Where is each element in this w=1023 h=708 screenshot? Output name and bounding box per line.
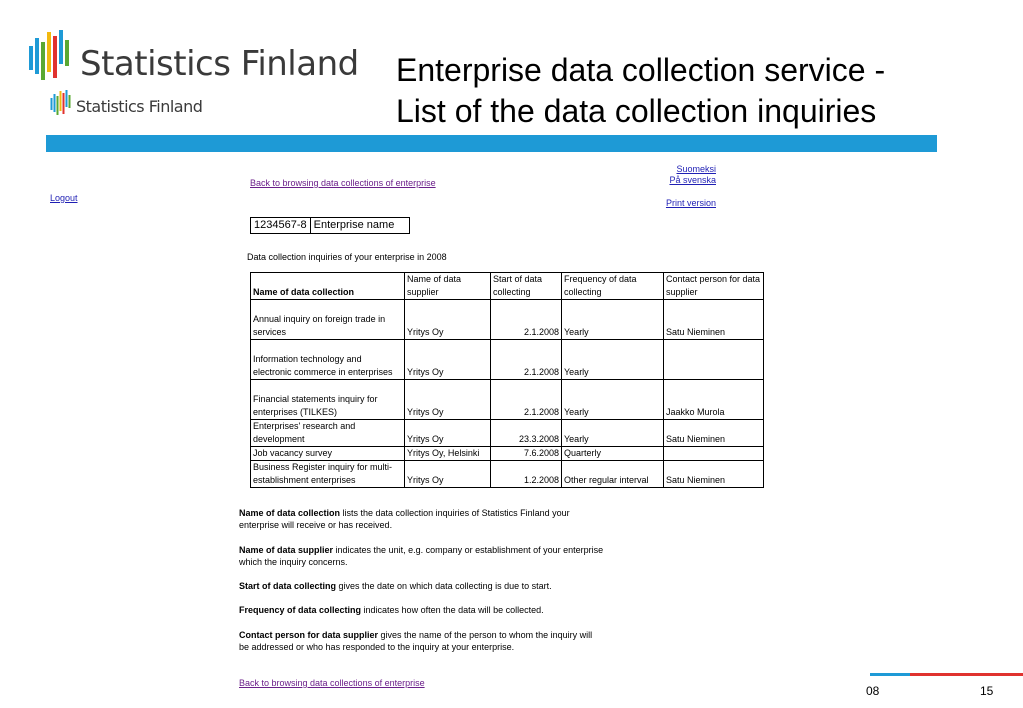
statistics-finland-logo-icon bbox=[28, 30, 72, 82]
inquiries-table bbox=[250, 272, 764, 488]
table-cell: Job vacancy survey bbox=[251, 447, 405, 461]
definition-contact-person bbox=[239, 629, 604, 653]
logout-link[interactable]: Logout bbox=[50, 193, 78, 203]
table-cell: Yritys Oy bbox=[405, 420, 491, 447]
table-cell: Yritys Oy bbox=[405, 300, 491, 340]
definition-term: Name of data collection bbox=[239, 508, 341, 518]
table-cell: Satu Nieminen bbox=[664, 461, 764, 488]
title-line-2: List of the data collection inquiries bbox=[396, 93, 877, 129]
table-cell: Satu Nieminen bbox=[664, 420, 764, 447]
table-cell: 2.1.2008 bbox=[491, 300, 562, 340]
table-row bbox=[251, 380, 764, 420]
table-cell: Yearly bbox=[562, 420, 664, 447]
page-number: 15 bbox=[980, 684, 994, 698]
title-line-1: Enterprise data collection service - bbox=[396, 52, 886, 88]
back-to-browsing-link-bottom[interactable]: Back to browsing data collections of enterprise bbox=[239, 678, 425, 688]
table-cell: Yearly bbox=[562, 380, 664, 420]
definition-start-of-collecting bbox=[239, 580, 604, 592]
column-header: Frequency of data collecting bbox=[562, 273, 664, 300]
statistics-finland-logo-small-icon bbox=[50, 90, 72, 116]
definition-term: Frequency of data collecting bbox=[239, 605, 362, 615]
table-cell: Yritys Oy bbox=[405, 340, 491, 380]
enterprise-name: Enterprise name bbox=[313, 219, 395, 231]
table-row bbox=[251, 420, 764, 447]
table-cell: Yritys Oy bbox=[405, 380, 491, 420]
footer-line-red bbox=[910, 673, 1023, 676]
definition-name-of-supplier bbox=[239, 544, 604, 568]
table-cell: Annual inquiry on foreign trade in services bbox=[251, 300, 405, 340]
table-cell bbox=[664, 340, 764, 380]
table-cell: Other regular interval bbox=[562, 461, 664, 488]
table-cell: Financial statements inquiry for enterprises (TILKES) bbox=[251, 380, 405, 420]
enterprise-id: 1234567-8 bbox=[251, 218, 311, 233]
table-cell: Information technology and electronic commerce in enterprises bbox=[251, 340, 405, 380]
definition-frequency bbox=[239, 604, 604, 616]
table-row bbox=[251, 447, 764, 461]
table-cell: Jaakko Murola bbox=[664, 380, 764, 420]
definition-text: gives the date on which data collecting is due to start. bbox=[336, 581, 552, 591]
logo-wordmark: Statistics Finland bbox=[80, 44, 359, 84]
statistics-finland-logo bbox=[28, 30, 359, 82]
enterprise-info-box bbox=[250, 217, 410, 234]
definition-text: gives the name of the person to whom the inquiry will be addressed or who has responded to the inquiry at your enterprise. bbox=[239, 630, 593, 652]
language-finnish-link[interactable]: Suomeksi bbox=[676, 164, 716, 174]
definition-term: Contact person for data supplier bbox=[239, 630, 379, 640]
footer-date-fragment: 08 bbox=[866, 684, 880, 698]
table-cell: 1.2.2008 bbox=[491, 461, 562, 488]
table-header-row bbox=[251, 273, 764, 300]
column-header: Start of data collecting bbox=[491, 273, 562, 300]
back-to-browsing-link[interactable]: Back to browsing data collections of enterprise bbox=[250, 178, 436, 188]
table-cell: Yritys Oy bbox=[405, 461, 491, 488]
table-row bbox=[251, 340, 764, 380]
table-cell: 23.3.2008 bbox=[491, 420, 562, 447]
definition-text: lists the data collection inquiries of Statistics Finland your enterprise will receive or has received. bbox=[239, 508, 570, 530]
definition-name-of-collection bbox=[239, 507, 604, 531]
table-cell: Yearly bbox=[562, 340, 664, 380]
print-version-link[interactable]: Print version bbox=[665, 198, 716, 208]
table-cell bbox=[664, 447, 764, 461]
table-cell: Quarterly bbox=[562, 447, 664, 461]
table-cell: Satu Nieminen bbox=[664, 300, 764, 340]
statistics-finland-logo-small bbox=[50, 90, 202, 116]
table-cell: Business Register inquiry for multi-establishment enterprises bbox=[251, 461, 405, 488]
header-divider-bar bbox=[46, 135, 937, 152]
table-cell: 7.6.2008 bbox=[491, 447, 562, 461]
table-cell: 2.1.2008 bbox=[491, 340, 562, 380]
table-cell: Yritys Oy, Helsinki bbox=[405, 447, 491, 461]
slide-title bbox=[396, 50, 996, 132]
definition-text: indicates how often the data will be collected. bbox=[361, 605, 544, 615]
definition-term: Start of data collecting bbox=[239, 581, 337, 591]
column-header: Name of data supplier bbox=[405, 273, 491, 300]
column-header: Contact person for data supplier bbox=[664, 273, 764, 300]
table-cell: Enterprises' research and development bbox=[251, 420, 405, 447]
language-swedish-link[interactable]: På svenska bbox=[669, 175, 716, 185]
table-row bbox=[251, 461, 764, 488]
table-cell: Yearly bbox=[562, 300, 664, 340]
footer-line-blue bbox=[870, 673, 910, 676]
definition-text: indicates the unit, e.g. company or establishment of your enterprise which the inquiry concerns. bbox=[239, 545, 604, 567]
inquiries-intro-text: Data collection inquiries of your enterprise in 2008 bbox=[247, 252, 447, 262]
column-header: Name of data collection bbox=[251, 273, 405, 300]
logo-wordmark-small: Statistics Finland bbox=[76, 97, 203, 116]
table-row bbox=[251, 300, 764, 340]
definition-term: Name of data supplier bbox=[239, 545, 334, 555]
table-cell: 2.1.2008 bbox=[491, 380, 562, 420]
